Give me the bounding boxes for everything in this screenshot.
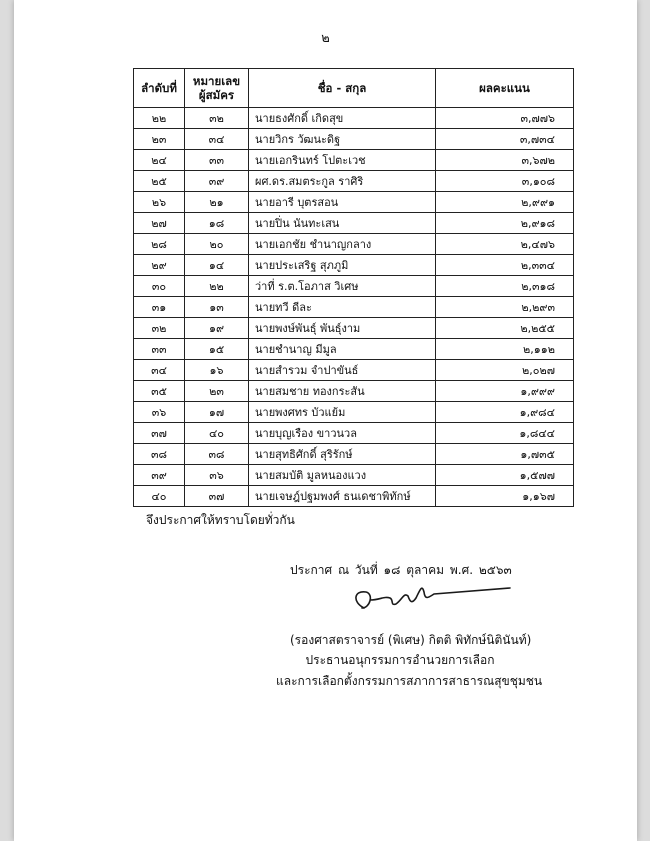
document-page <box>14 0 637 841</box>
table-row <box>134 486 574 507</box>
cell-name: นายพงษ์พันธุ์ พันธุ์งาม <box>249 318 436 339</box>
signature <box>350 578 520 618</box>
cell-rank: ๒๔ <box>134 150 185 171</box>
cell-rank: ๓๔ <box>134 360 185 381</box>
header-candidate-line2: ผู้สมัคร <box>198 88 235 102</box>
cell-rank: ๒๒ <box>134 108 185 129</box>
cell-rank: ๒๗ <box>134 213 185 234</box>
table-row <box>134 402 574 423</box>
cell-name: นายพงศทร บัวแย้ม <box>249 402 436 423</box>
table-row <box>134 255 574 276</box>
table-row <box>134 192 574 213</box>
cell-rank: ๓๙ <box>134 465 185 486</box>
cell-rank: ๒๕ <box>134 171 185 192</box>
table-row <box>134 423 574 444</box>
cell-name: นายสมบัติ มูลหนองแวง <box>249 465 436 486</box>
cell-score: ๒,๓๑๘ <box>436 276 574 297</box>
cell-name: นายสมชาย ทองกระสัน <box>249 381 436 402</box>
cell-rank: ๓๑ <box>134 297 185 318</box>
announcement-date: ประกาศ ณ วันที่ ๑๘ ตุลาคม พ.ศ. ๒๕๖๓ <box>290 563 512 577</box>
results-table <box>133 68 574 507</box>
signer-title-line2: และการเลือกตั้งกรรมการสภาการสาธารณสุขชุมชน <box>276 674 543 688</box>
cell-score: ๓,๗๗๖ <box>436 108 574 129</box>
table-row <box>134 444 574 465</box>
cell-candidate-number: ๑๗ <box>185 402 249 423</box>
cell-rank: ๓๘ <box>134 444 185 465</box>
header-name: ชื่อ - สกุล <box>249 69 436 108</box>
cell-rank: ๓๕ <box>134 381 185 402</box>
cell-candidate-number: ๓๓ <box>185 150 249 171</box>
cell-candidate-number: ๔๐ <box>185 423 249 444</box>
cell-rank: ๒๘ <box>134 234 185 255</box>
table-row <box>134 150 574 171</box>
cell-rank: ๔๐ <box>134 486 185 507</box>
cell-name: นายธงศักดิ์ เกิดสุข <box>249 108 436 129</box>
cell-score: ๑,๑๖๗ <box>436 486 574 507</box>
cell-candidate-number: ๒๓ <box>185 381 249 402</box>
cell-score: ๒,๙๑๘ <box>436 213 574 234</box>
cell-name: นายสำรวม จำปาขันธ์ <box>249 360 436 381</box>
cell-score: ๒,๔๗๖ <box>436 234 574 255</box>
cell-name: ผศ.ดร.สมตระกูล ราศิริ <box>249 171 436 192</box>
cell-name: ว่าที่ ร.ต.โอภาส วิเศษ <box>249 276 436 297</box>
cell-candidate-number: ๒๒ <box>185 276 249 297</box>
cell-candidate-number: ๓๒ <box>185 108 249 129</box>
table-row <box>134 318 574 339</box>
table-row <box>134 171 574 192</box>
table-row <box>134 276 574 297</box>
cell-rank: ๒๙ <box>134 255 185 276</box>
cell-candidate-number: ๑๖ <box>185 360 249 381</box>
cell-name: นายชำนาญ มีมูล <box>249 339 436 360</box>
table-row <box>134 297 574 318</box>
cell-name: นายอารี บุตรสอน <box>249 192 436 213</box>
page-number: ๒ <box>321 31 330 46</box>
table-row <box>134 360 574 381</box>
cell-candidate-number: ๑๙ <box>185 318 249 339</box>
cell-score: ๒,๒๙๓ <box>436 297 574 318</box>
table-body <box>134 108 574 507</box>
cell-name: นายทวี ดีละ <box>249 297 436 318</box>
cell-rank: ๓๗ <box>134 423 185 444</box>
cell-candidate-number: ๓๗ <box>185 486 249 507</box>
cell-name: นายวิกร วัฒนะดิฐ <box>249 129 436 150</box>
cell-candidate-number: ๑๓ <box>185 297 249 318</box>
cell-name: นายเจษฎ์ปฐมพงศ์ ธนเดชาพิทักษ์ <box>249 486 436 507</box>
signer-title-line1: ประธานอนุกรรมการอำนวยการเลือก <box>305 653 495 667</box>
table-row <box>134 339 574 360</box>
cell-candidate-number: ๒๑ <box>185 192 249 213</box>
cell-score: ๒,๙๙๑ <box>436 192 574 213</box>
cell-candidate-number: ๑๔ <box>185 255 249 276</box>
table-row <box>134 129 574 150</box>
cell-score: ๒,๒๕๕ <box>436 318 574 339</box>
cell-name: นายเอกชัย ชำนาญกลาง <box>249 234 436 255</box>
announcement-text: จึงประกาศให้ทราบโดยทั่วกัน <box>146 513 295 527</box>
cell-name: นายปิ่น นันทะเสน <box>249 213 436 234</box>
cell-score: ๒,๑๑๒ <box>436 339 574 360</box>
table-row <box>134 213 574 234</box>
cell-name: นายสุทธิศักดิ์ สุริรักษ์ <box>249 444 436 465</box>
cell-candidate-number: ๒๐ <box>185 234 249 255</box>
cell-candidate-number: ๑๘ <box>185 213 249 234</box>
header-candidate-line1: หมายเลข <box>192 74 241 88</box>
cell-score: ๑,๙๘๔ <box>436 402 574 423</box>
cell-score: ๓,๑๐๘ <box>436 171 574 192</box>
cell-score: ๒,๐๒๗ <box>436 360 574 381</box>
cell-name: นายเอกรินทร์ โปตะเวช <box>249 150 436 171</box>
cell-name: นายประเสริฐ สุภภูมิ <box>249 255 436 276</box>
cell-score: ๑,๙๙๙ <box>436 381 574 402</box>
table-row <box>134 234 574 255</box>
cell-score: ๑,๗๓๕ <box>436 444 574 465</box>
cell-rank: ๓๒ <box>134 318 185 339</box>
cell-score: ๓,๗๓๔ <box>436 129 574 150</box>
cell-candidate-number: ๓๘ <box>185 444 249 465</box>
cell-rank: ๒๓ <box>134 129 185 150</box>
table-row <box>134 465 574 486</box>
header-rank: ลำดับที่ <box>134 69 185 108</box>
cell-score: ๓,๖๗๒ <box>436 150 574 171</box>
cell-rank: ๓๖ <box>134 402 185 423</box>
cell-candidate-number: ๓๖ <box>185 465 249 486</box>
cell-rank: ๓๐ <box>134 276 185 297</box>
cell-candidate-number: ๓๙ <box>185 171 249 192</box>
table-row <box>134 381 574 402</box>
header-score: ผลคะแนน <box>436 69 574 108</box>
table-row <box>134 108 574 129</box>
cell-score: ๒,๓๓๔ <box>436 255 574 276</box>
cell-name: นายบุญเรือง ขาวนวล <box>249 423 436 444</box>
table-header-row <box>134 69 574 108</box>
cell-score: ๑,๘๔๔ <box>436 423 574 444</box>
cell-rank: ๒๖ <box>134 192 185 213</box>
cell-score: ๑,๕๗๗ <box>436 465 574 486</box>
cell-candidate-number: ๓๔ <box>185 129 249 150</box>
header-candidate-number <box>185 69 249 108</box>
signer-name: (รองศาสตราจารย์ (พิเศษ) กิตติ พิทักษ์นิตินันท์) <box>290 633 532 647</box>
cell-rank: ๓๓ <box>134 339 185 360</box>
cell-candidate-number: ๑๕ <box>185 339 249 360</box>
